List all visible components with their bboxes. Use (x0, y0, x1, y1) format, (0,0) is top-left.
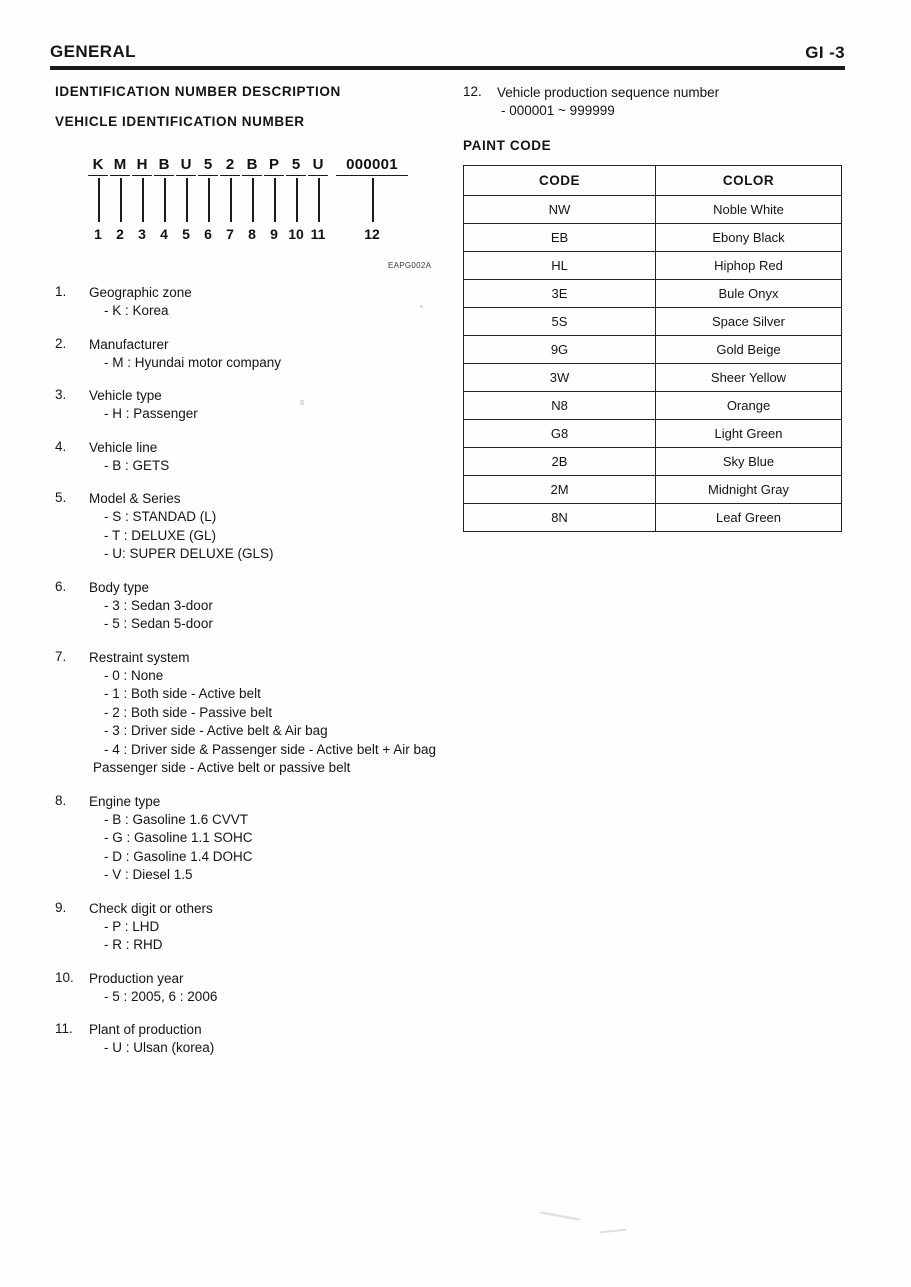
right-column (463, 84, 845, 532)
vin-character: P (264, 156, 284, 176)
cell-code: 5S (464, 307, 656, 335)
table-row (464, 223, 842, 251)
vin-tick (98, 178, 100, 222)
item-number: 8. (55, 792, 67, 808)
list-item-5 (55, 490, 445, 564)
paint-code-table (463, 165, 842, 532)
item-title: Manufacturer (89, 336, 169, 352)
vin-character: 5 (198, 156, 218, 176)
column-header-color: COLOR (656, 165, 842, 195)
item-extra-line: Passenger side - Active belt or passive belt (93, 760, 351, 775)
item-detail-line: - U: SUPER DELUXE (GLS) (104, 546, 274, 561)
scan-artifact (540, 1212, 580, 1221)
vin-tick-marks (88, 178, 408, 222)
cell-code: G8 (464, 419, 656, 447)
list-item-12 (463, 84, 845, 121)
vin-diagram (55, 156, 445, 276)
cell-color: Bule Onyx (656, 279, 842, 307)
vin-sequence-number: 000001 (336, 156, 408, 176)
vin-position-number: 5 (182, 226, 190, 242)
item-detail-line: - K : Korea (104, 303, 169, 318)
table-row (464, 503, 842, 531)
cell-color: Gold Beige (656, 335, 842, 363)
item-title: Engine type (89, 793, 161, 809)
scan-artifact (300, 400, 304, 405)
cell-code: 3W (464, 363, 656, 391)
table-row (464, 251, 842, 279)
vin-position-number: 6 (204, 226, 212, 242)
item-title: Geographic zone (89, 285, 192, 300)
table-row (464, 363, 842, 391)
cell-code: 9G (464, 335, 656, 363)
identification-number-description-heading: IDENTIFICATION NUMBER DESCRIPTION (55, 84, 341, 99)
list-item-4 (55, 439, 445, 476)
vehicle-identification-number-heading: VEHICLE IDENTIFICATION NUMBER (55, 114, 305, 129)
vin-character: B (154, 156, 174, 176)
vin-position-number: 7 (226, 226, 234, 242)
item-title: Body type (89, 579, 150, 595)
vin-position-number: 3 (138, 226, 146, 242)
cell-color: Sky Blue (656, 447, 842, 475)
table-row (464, 195, 842, 223)
item-detail-line: - V : Diesel 1.5 (104, 867, 193, 882)
item-detail-line: - M : Hyundai motor company (104, 354, 282, 370)
paint-code-heading: PAINT CODE (463, 137, 552, 153)
column-header-code: CODE (464, 165, 656, 195)
item-detail-line: - H : Passenger (104, 406, 198, 421)
item-detail-line: - P : LHD (104, 918, 160, 934)
table-row (464, 279, 842, 307)
table-row (464, 335, 842, 363)
item-title: Production year (89, 970, 184, 986)
vin-position-number: 9 (270, 226, 278, 242)
vin-position-number: 2 (116, 226, 124, 242)
list-item-9 (55, 900, 445, 955)
vin-tick (274, 178, 276, 222)
item-detail-line: - 4 : Driver side & Passenger side - Active belt + Air bag (104, 741, 437, 757)
header-divider-rule (50, 66, 845, 70)
item-detail-line: - 3 : Driver side - Active belt & Air bag (104, 723, 328, 738)
vin-position-number: 12 (364, 226, 380, 242)
vin-position-number: 11 (310, 226, 326, 242)
cell-code: 8N (464, 503, 656, 531)
item-title: Vehicle line (89, 439, 158, 455)
figure-caption: EAPG002A (388, 261, 432, 270)
table-header-row (464, 165, 842, 195)
list-item-6 (55, 579, 445, 634)
list-item-7 (55, 649, 445, 778)
item-detail-line: - D : Gasoline 1.4 DOHC (104, 848, 253, 864)
vin-position-number: 10 (288, 226, 304, 242)
left-column (55, 84, 445, 1073)
list-item-10 (55, 970, 445, 1007)
vin-position-number: 4 (160, 226, 168, 242)
item-number: 6. (55, 578, 67, 594)
cell-color: Space Silver (656, 307, 842, 335)
page-header (50, 42, 845, 70)
item-detail-line: - 3 : Sedan 3-door (104, 597, 213, 613)
vin-tick (318, 178, 320, 222)
item-title: Plant of production (89, 1022, 202, 1037)
cell-color: Noble White (656, 195, 842, 223)
item-detail-line: - B : GETS (104, 457, 170, 473)
item-detail-line: - 2 : Both side - Passive belt (104, 704, 273, 720)
cell-code: 2M (464, 475, 656, 503)
cell-color: Orange (656, 391, 842, 419)
vin-description-list (55, 284, 445, 1058)
scan-artifact (600, 1229, 626, 1234)
cell-code: 2B (464, 447, 656, 475)
vin-character: K (88, 156, 108, 176)
cell-color: Midnight Gray (656, 475, 842, 503)
item-number: 10. (55, 969, 74, 985)
list-item-1 (55, 284, 445, 321)
paint-code-table-body (464, 195, 842, 531)
vin-position-numbers (88, 226, 408, 242)
vin-character: 5 (286, 156, 306, 176)
item-detail-line: - G : Gasoline 1.1 SOHC (104, 830, 253, 845)
item-number: 1. (55, 284, 67, 299)
table-row (464, 391, 842, 419)
item-number: 12. (463, 84, 482, 99)
cell-color: Ebony Black (656, 223, 842, 251)
vin-character: H (132, 156, 152, 176)
item-detail-line: - 5 : 2005, 6 : 2006 (104, 988, 218, 1004)
vin-character: M (110, 156, 130, 176)
item-number: 9. (55, 899, 67, 915)
cell-color: Light Green (656, 419, 842, 447)
cell-code: 3E (464, 279, 656, 307)
list-item-8 (55, 793, 445, 885)
vin-tick (230, 178, 232, 222)
vin-position-number: 1 (94, 226, 102, 242)
scan-artifact (420, 305, 423, 308)
item-title: Vehicle type (89, 388, 162, 403)
item-detail-line: - T : DELUXE (GL) (104, 527, 217, 543)
item-detail-line: - R : RHD (104, 937, 163, 952)
cell-color: Hiphop Red (656, 251, 842, 279)
vin-position-number: 8 (248, 226, 256, 242)
cell-code: N8 (464, 391, 656, 419)
cell-color: Sheer Yellow (656, 363, 842, 391)
item-detail-line: - B : Gasoline 1.6 CVVT (104, 811, 249, 827)
cell-code: EB (464, 223, 656, 251)
header-section-title: GENERAL (50, 42, 136, 61)
vin-tick (186, 178, 188, 222)
item-title: Restraint system (89, 649, 190, 665)
vin-character-row (88, 156, 408, 176)
vin-character: U (176, 156, 196, 176)
page-number-label: GI -3 (805, 43, 845, 62)
item-number: 2. (55, 335, 67, 351)
vin-character: B (242, 156, 262, 176)
cell-color: Leaf Green (656, 503, 842, 531)
vin-tick (372, 178, 374, 222)
item-detail-line: - 1 : Both side - Active belt (104, 686, 261, 701)
vin-character: 2 (220, 156, 240, 176)
vin-tick (120, 178, 122, 222)
item-detail-line: - U : Ulsan (korea) (104, 1040, 215, 1055)
vin-tick (252, 178, 254, 222)
item-title: Check digit or others (89, 900, 213, 916)
item-detail-line: - S : STANDAD (L) (104, 509, 217, 524)
cell-code: NW (464, 195, 656, 223)
item-number: 4. (55, 438, 67, 454)
cell-code: HL (464, 251, 656, 279)
list-item-2 (55, 336, 445, 373)
item-detail-line: - 5 : Sedan 5-door (104, 616, 213, 631)
item-title: Vehicle production sequence number (497, 85, 720, 100)
item-number: 7. (55, 648, 67, 664)
vin-tick (208, 178, 210, 222)
vin-character: U (308, 156, 328, 176)
item-number: 11. (55, 1021, 73, 1036)
vin-tick (164, 178, 166, 222)
list-item-3 (55, 387, 445, 424)
item-detail-line: - 000001 ~ 999999 (501, 103, 615, 118)
item-number: 3. (55, 387, 67, 402)
table-row (464, 419, 842, 447)
list-item-11 (55, 1021, 445, 1058)
table-row (464, 475, 842, 503)
item-title: Model & Series (89, 491, 181, 506)
table-row (464, 447, 842, 475)
item-number: 5. (55, 490, 67, 505)
vin-tick (296, 178, 298, 222)
item-detail-line: - 0 : None (104, 667, 164, 683)
vin-tick (142, 178, 144, 222)
table-row (464, 307, 842, 335)
